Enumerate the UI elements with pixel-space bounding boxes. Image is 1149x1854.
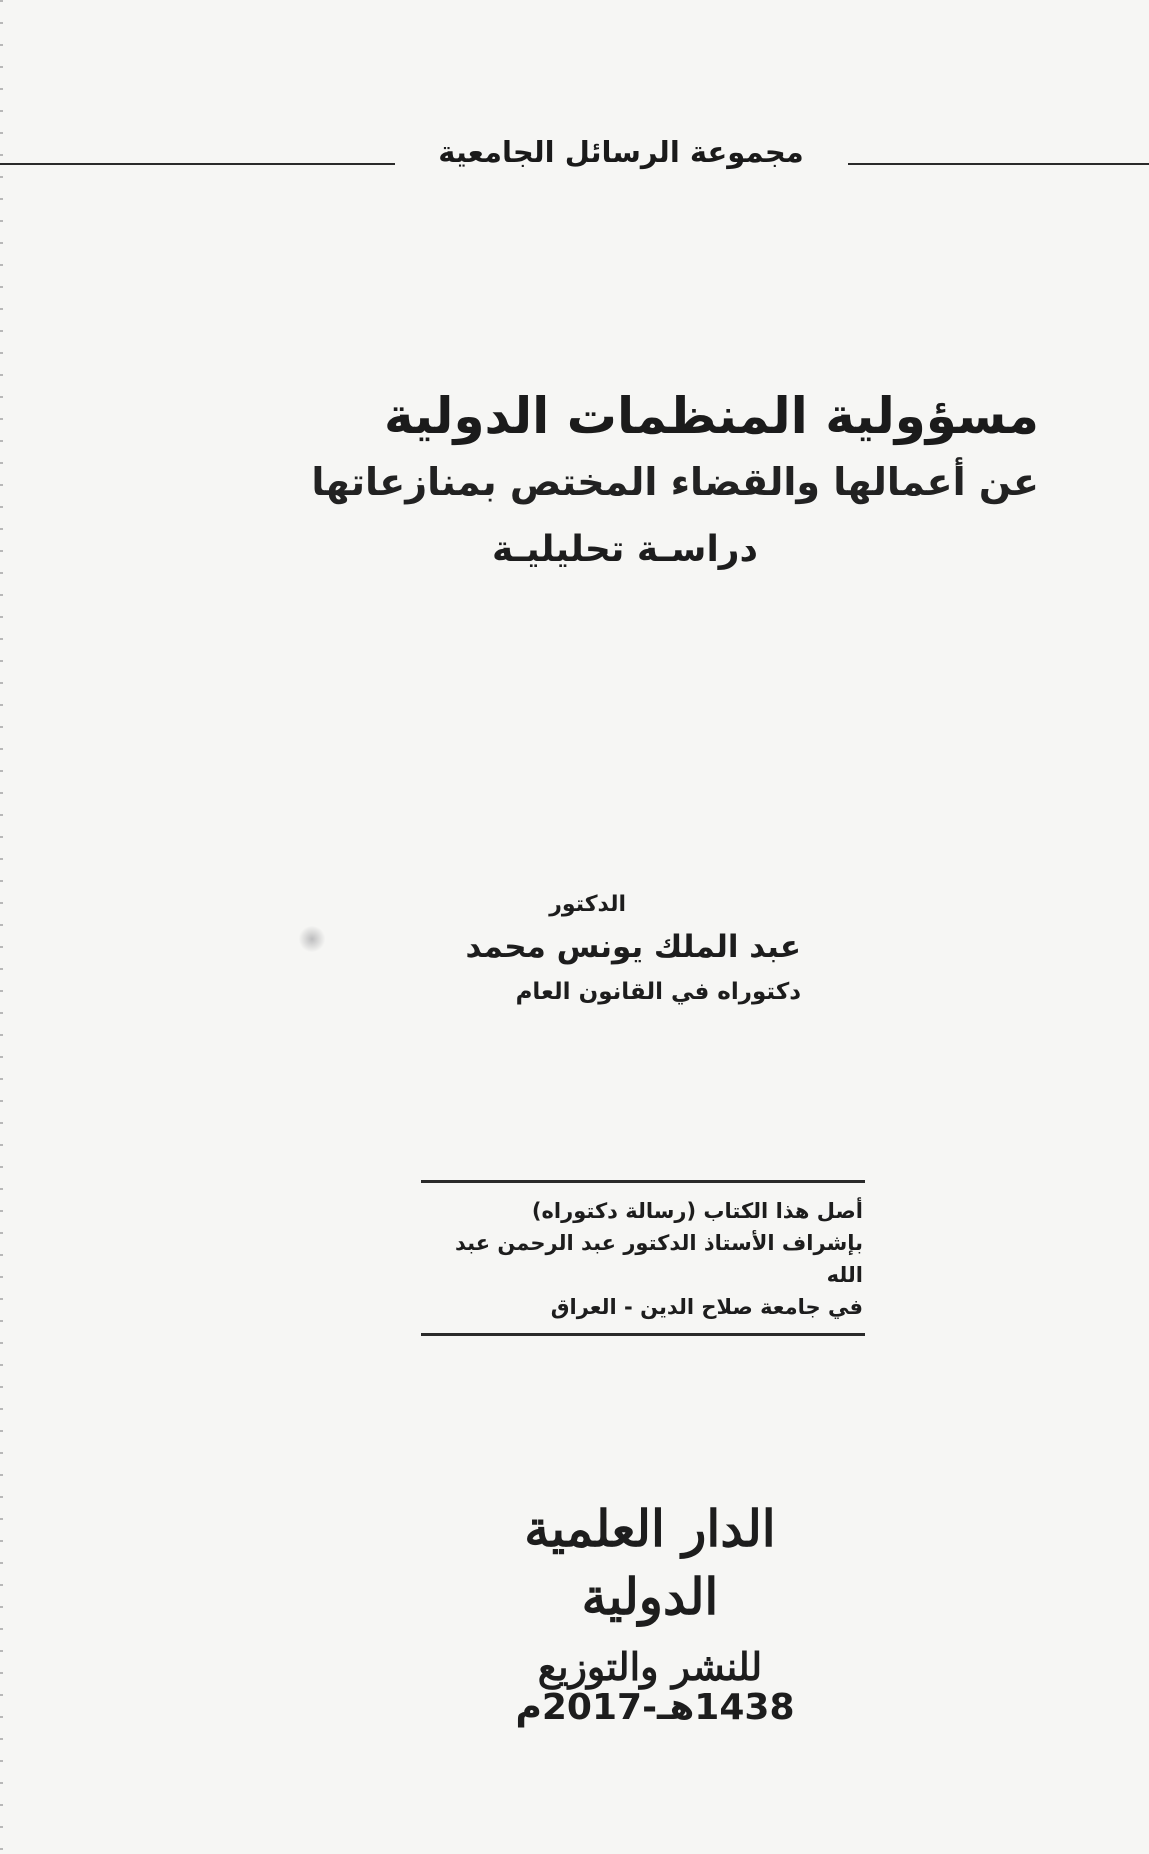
series-rule-right xyxy=(848,163,1149,165)
author-title-label: الدكتور xyxy=(549,892,626,917)
publisher-logo xyxy=(470,1495,830,1697)
series-header xyxy=(0,132,1149,172)
author-name: عبد الملك يونس محمد xyxy=(465,929,801,965)
title-block xyxy=(139,380,1039,512)
publisher-name: الدار العلمية الدولية xyxy=(524,1499,776,1626)
main-title: مسؤولية المنظمات الدولية xyxy=(383,387,1039,445)
publisher-subtitle: للنشر والتوزيع xyxy=(537,1644,763,1689)
origin-note-line: أصل هذا الكتاب (رسالة دكتوراه) xyxy=(531,1199,863,1223)
origin-note-line: بإشراف الأستاذ الدكتور عبد الرحمن عبد الله xyxy=(455,1231,863,1287)
author-block xyxy=(286,888,806,1012)
origin-note-box xyxy=(421,1180,865,1336)
series-name: مجموعة الرسائل الجامعية xyxy=(438,135,804,169)
study-type: دراسـة تحليليـة xyxy=(492,529,758,570)
author-degree: دكتوراه في القانون العام xyxy=(515,979,801,1005)
origin-note-line: في جامعة صلاح الدين - العراق xyxy=(550,1295,863,1319)
page-edge xyxy=(0,0,3,1854)
publish-date: 1438هـ-2017م xyxy=(515,1687,795,1728)
subtitle: عن أعمالها والقضاء المختص بمنازعاتها xyxy=(311,460,1039,504)
series-rule-left xyxy=(0,163,395,165)
